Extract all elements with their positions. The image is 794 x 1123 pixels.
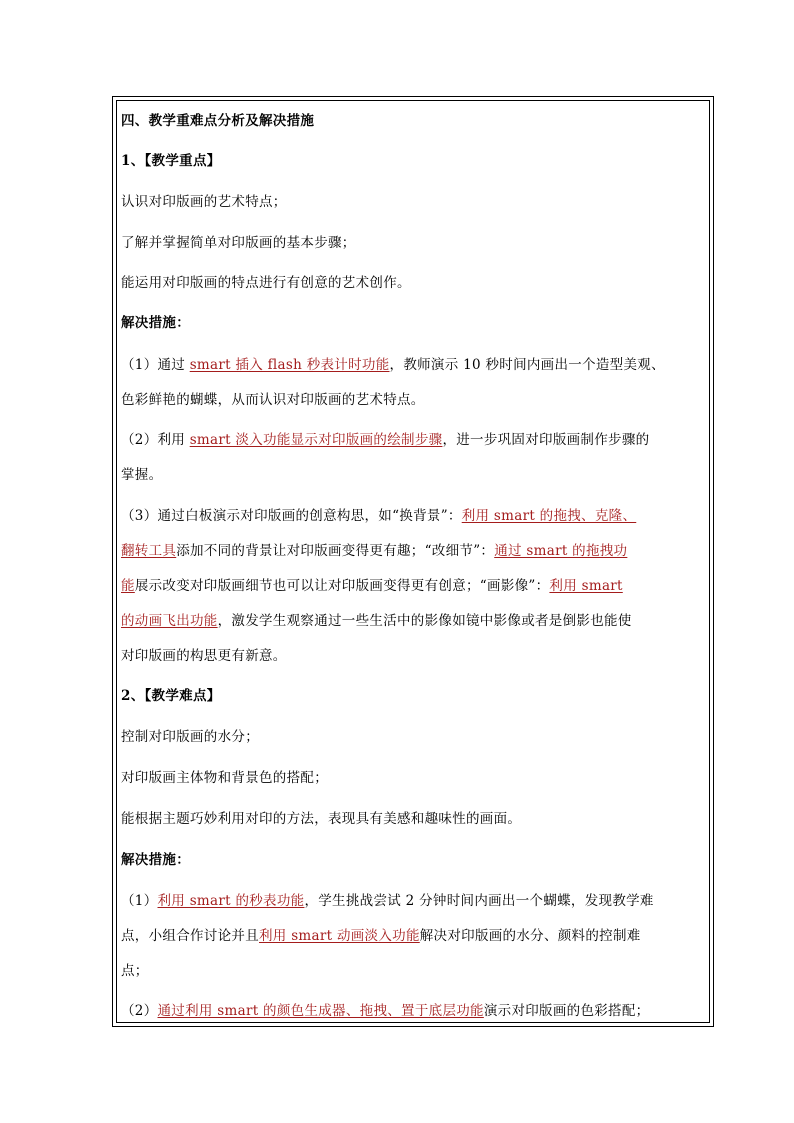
measure-paragraph-line: 能展示改变对印版画细节也可以让对印版画变得更有创意；“画影像”：利用 smart (121, 578, 623, 594)
highlighted-phrase: 通过利用 smart 的颜色生成器、拖拽、置于底层功能 (157, 1003, 484, 1019)
measure-paragraph-line: 对印版画的构思更有新意。 (121, 648, 287, 664)
measure-paragraph-line: （3）通过白板演示对印版画的创意构思，如“换背景”：利用 smart 的拖拽、克隆、 (121, 508, 637, 524)
measures-heading: 解决措施： (121, 315, 190, 331)
measure-paragraph-line: 掌握。 (121, 467, 163, 483)
measure-paragraph-line: （1）通过 smart 插入 flash 秒表计时功能，教师演示 10 秒时间内画出一个造型美观、 (121, 357, 665, 373)
measure-paragraph-line: （2）通过利用 smart 的颜色生成器、拖拽、置于底层功能演示对印版画的色彩搭配； (121, 1003, 650, 1019)
measure-paragraph-line: 点； (121, 963, 149, 979)
measure-paragraph-line: 点，小组合作讨论并且利用 smart 动画淡入功能解决对印版画的水分、颜料的控制难 (121, 928, 641, 944)
key-point-item: 认识对印版画的艺术特点； (121, 194, 287, 210)
measure-paragraph-line: （2）利用 smart 淡入功能显示对印版画的绘制步骤，进一步巩固对印版画制作步骤的 (121, 432, 650, 448)
highlighted-phrase: 利用 smart (549, 578, 623, 594)
highlighted-phrase: smart 淡入功能显示对印版画的绘制步骤 (189, 432, 443, 448)
measures-heading: 解决措施： (121, 852, 190, 868)
highlighted-phrase: 通过 smart 的拖拽功 (494, 543, 628, 559)
highlighted-phrase: 能 (121, 578, 135, 594)
highlighted-phrase: 的动画飞出功能 (121, 613, 218, 629)
measure-paragraph-line: 的动画飞出功能，激发学生观察通过一些生活中的影像如镜中影像或者是倒影也能使 (121, 613, 632, 629)
key-point-item: 了解并掌握简单对印版画的基本步骤； (121, 235, 356, 251)
highlighted-phrase: 利用 smart 的拖拽、克隆、 (461, 508, 637, 524)
highlighted-phrase: smart 插入 flash 秒表计时功能 (189, 357, 390, 373)
measure-paragraph-line: （1）利用 smart 的秒表功能，学生挑战尝试 2 分钟时间内画出一个蝴蝶，发现教学难 (121, 893, 654, 909)
measure-paragraph-line: 翻转工具添加不同的背景让对印版画变得更有趣；“改细节”：通过 smart 的拖拽功 (121, 543, 628, 559)
difficult-point-item: 能根据主题巧妙利用对印的方法，表现具有美感和趣味性的画面。 (121, 811, 522, 827)
key-point-item: 能运用对印版画的特点进行有创意的艺术创作。 (121, 275, 411, 291)
key-points-heading: 1、【教学重点】 (121, 153, 221, 169)
difficult-point-item: 控制对印版画的水分； (121, 729, 259, 745)
section-title: 四、教学重难点分析及解决措施 (121, 113, 315, 129)
highlighted-phrase: 利用 smart 动画淡入功能 (259, 928, 420, 944)
measure-paragraph-line: 色彩鲜艳的蝴蝶，从而认识对印版画的艺术特点。 (121, 392, 425, 408)
highlighted-phrase: 利用 smart 的秒表功能 (157, 893, 305, 909)
difficult-point-item: 对印版画主体物和背景色的搭配； (121, 770, 328, 786)
highlighted-phrase: 翻转工具 (121, 543, 177, 559)
difficult-points-heading: 2、【教学难点】 (121, 688, 221, 704)
